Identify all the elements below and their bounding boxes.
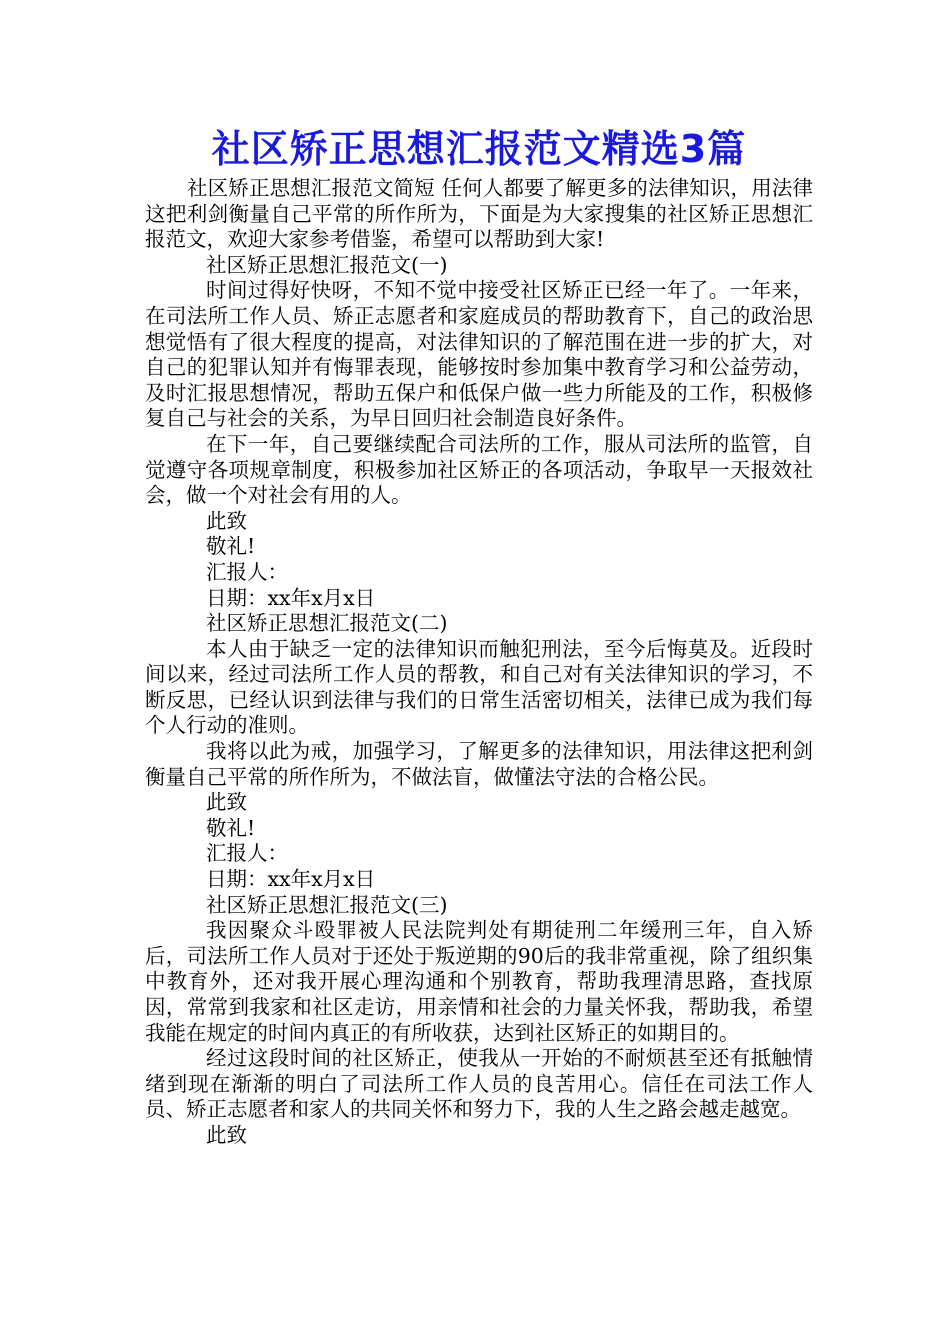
document-title: 社区矫正思想汇报范文精选3篇 [211, 127, 747, 171]
body-paragraph: 时间过得好快呀，不知不觉中接受社区矫正已经一年了。一年来，在司法所工作人员、矫正志愿者和家庭成员的帮助教育下，自己的政治思想觉悟有了很大程度的提高，对法律知识的了解范围在进一步的扩大，对自己的犯罪认知并有悔罪表现，能够按时参加集中教育学习和公益劳动，及时汇报思想情况，帮助五保户和低保户做一些力所能及的工作，积极修复自己与社会的关系，为早日回归社会制造良好条件。 [145, 278, 813, 431]
reporter-line: 汇报人： [206, 841, 288, 866]
date-line: 日期：xx年x月x日 [206, 585, 376, 610]
section-heading: 社区矫正思想汇报范文(一) [206, 252, 448, 277]
intro-paragraph: 社区矫正思想汇报范文简短 任何人都要了解更多的法律知识，用法律这把利剑衡量自己平常的所作所为，下面是为大家搜集的社区矫正思想汇报范文，欢迎大家参考借鉴，希望可以帮助到大家! [145, 176, 813, 252]
section-heading: 社区矫正思想汇报范文(二) [206, 611, 448, 636]
body-paragraph: 我因聚众斗殴罪被人民法院判处有期徒刑二年缓刑三年，自入矫后，司法所工作人员对于还处于叛逆期的90后的我非常重视，除了组织集中教育外，还对我开展心理沟通和个别教育，帮助我理清思路，查找原因，常常到我家和社区走访，用亲情和社会的力量关怀我，帮助我，希望我能在规定的时间内真正的有所收获，达到社区矫正的如期目的。 [145, 918, 813, 1045]
body-paragraph: 本人由于缺乏一定的法律知识而触犯刑法，至今后悔莫及。近段时间以来，经过司法所工作人员的帮教，和自己对有关法律知识的学习，不断反思，已经认识到法律与我们的日常生活密切相关，法律已成为我们每个人行动的准则。 [145, 636, 813, 738]
closing-regards: 敬礼! [206, 534, 256, 559]
section-3 [145, 893, 813, 1149]
closing-regards: 敬礼! [206, 815, 256, 840]
section-2 [145, 611, 813, 893]
section-1 [145, 253, 813, 611]
closing-salutation: 此致 [206, 508, 247, 533]
date-line: 日期：xx年x月x日 [206, 867, 376, 892]
closing-salutation: 此致 [206, 790, 247, 815]
reporter-line: 汇报人： [206, 559, 288, 584]
body-paragraph: 我将以此为戒，加强学习，了解更多的法律知识，用法律这把利剑衡量自己平常的所作所为，不做法盲，做懂法守法的合格公民。 [145, 739, 813, 789]
document-page [145, 122, 813, 1149]
body-paragraph: 在下一年，自己要继续配合司法所的工作，服从司法所的监管，自觉遵守各项规章制度，积极参加社区矫正的各项活动，争取早一天报效社会，做一个对社会有用的人。 [145, 431, 813, 508]
body-paragraph: 经过这段时间的社区矫正，使我从一开始的不耐烦甚至还有抵触情绪到现在渐渐的明白了司法所工作人员的良苦用心。信任在司法工作人员、矫正志愿者和家人的共同关怀和努力下，我的人生之路会越走越宽。 [145, 1046, 813, 1122]
section-heading: 社区矫正思想汇报范文(三) [206, 892, 448, 917]
closing-salutation: 此致 [206, 1122, 247, 1147]
